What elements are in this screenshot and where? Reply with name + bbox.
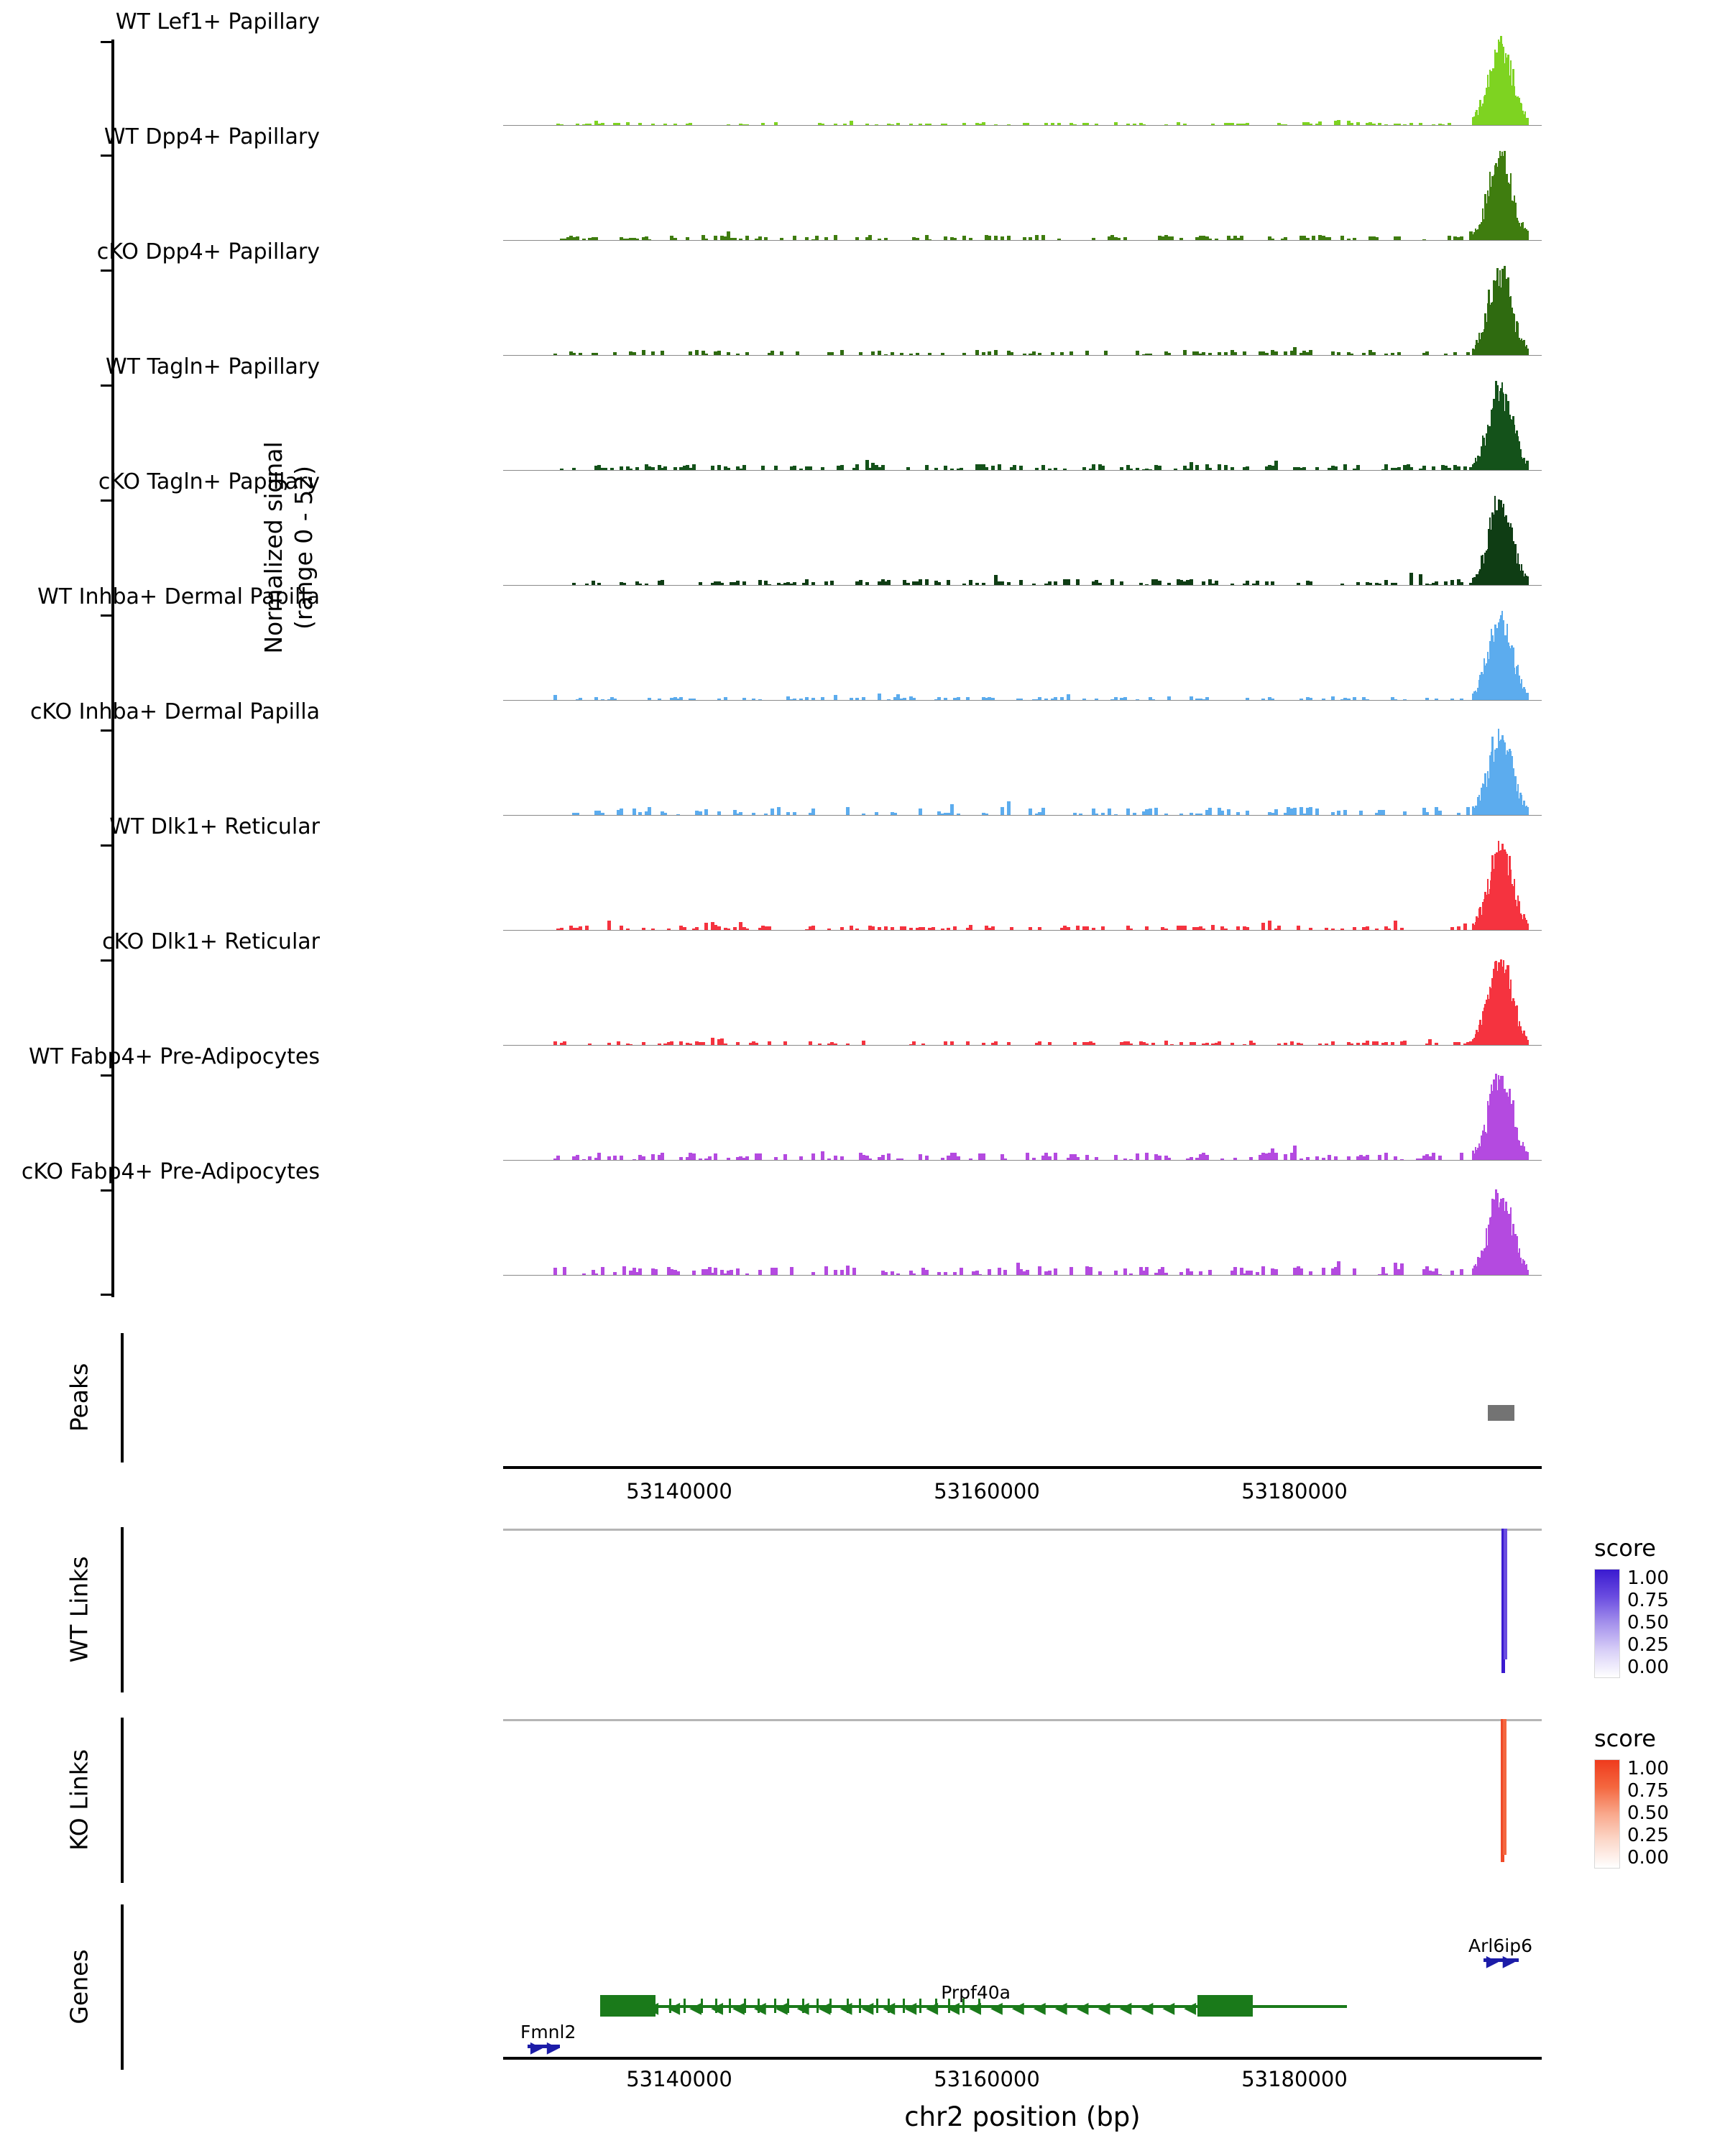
coverage-track-canvas [503, 956, 1542, 1046]
wt-links-legend [1594, 1534, 1669, 1678]
wt-links-label: WT Links [65, 1556, 93, 1663]
axis-tick-label-top: 53160000 [934, 1479, 1040, 1503]
coverage-bar [1309, 807, 1312, 815]
coverage-track [96, 239, 1542, 356]
coverage-track-canvas [503, 381, 1542, 471]
wt-links-legend-title: score [1594, 1534, 1656, 1562]
coverage-peak-bar [1514, 443, 1516, 470]
coverage-track-canvas [503, 1071, 1542, 1161]
coverage-track-label: WT Inhba+ Dermal Papilla [37, 584, 320, 609]
coverage-bar [597, 1153, 601, 1160]
ko-links-label: KO Links [65, 1749, 93, 1851]
axis-tick-label-top: 53140000 [626, 1479, 732, 1503]
coverage-baseline [503, 1275, 1542, 1276]
coverage-bar [1145, 1267, 1149, 1275]
coverage-peak-bar [1514, 1018, 1516, 1045]
coverage-baseline [503, 930, 1542, 931]
coverage-bar [1268, 921, 1271, 930]
coverage-baseline [503, 355, 1542, 356]
axis-tick-label-bottom: 53160000 [934, 2067, 1040, 2091]
coverage-peak-bar [1514, 333, 1516, 355]
coverage-bar [1261, 1266, 1265, 1275]
coverage-track-label: cKO Fabp4+ Pre-Adipocytes [21, 1158, 320, 1184]
coverage-track-canvas [503, 726, 1542, 816]
coverage-bar [1419, 574, 1422, 585]
coverage-bar [1089, 1267, 1092, 1275]
legend-tick: 0.75 [1627, 1590, 1669, 1611]
coverage-peak-bar [1514, 561, 1516, 585]
coverage-peak-bar [1527, 461, 1529, 470]
genes-host [0, 1901, 1725, 2081]
legend-tick: 0.25 [1627, 1634, 1669, 1656]
coverage-baseline [503, 125, 1542, 126]
coverage-baseline [503, 815, 1542, 816]
coverage-bar [1409, 573, 1413, 585]
coverage-track-label: cKO Dpp4+ Papillary [96, 239, 320, 264]
legend-tick: 0.50 [1627, 1802, 1669, 1824]
coverage-bar [824, 1266, 828, 1275]
coverage-bar [1337, 1261, 1340, 1275]
coverage-baseline [503, 470, 1542, 471]
coverage-track-canvas [503, 1186, 1542, 1276]
coverage-bar [648, 807, 651, 815]
gene-name: Arl6ip6 [1468, 1935, 1532, 1956]
wt-links-legend-gradient [1594, 1569, 1620, 1678]
genome-axis-bottom [0, 2057, 1725, 2143]
coverage-bar [1261, 923, 1265, 930]
gene-name: Prpf40a [941, 1982, 1011, 2003]
coverage-bar [601, 1267, 604, 1275]
coverage-peak-bar [1514, 218, 1516, 240]
coverage-bar [607, 921, 611, 930]
axis-tick-label-bottom: 53140000 [626, 2067, 732, 2091]
legend-tick: 0.75 [1627, 1780, 1669, 1802]
coverage-bar [774, 1268, 778, 1275]
coverage-bar [1293, 347, 1297, 355]
x-axis-title: chr2 position (bp) [904, 2101, 1141, 2132]
coverage-track [21, 1158, 1542, 1276]
coverage-bar [563, 1267, 566, 1275]
coverage-peak-bar [1527, 807, 1529, 816]
coverage-bar [821, 1151, 824, 1160]
gene-strand-arrows: ◀◀◀◀◀◀◀◀◀◀◀◀◀◀◀◀◀◀◀◀◀◀◀◀◀◀◀◀◀ [603, 1999, 1228, 2017]
ko-links-legend-ticks [1627, 1759, 1669, 1867]
coverage-bar [1038, 1266, 1041, 1275]
coverage-bar [1007, 801, 1011, 815]
y-axis-label-line2: (range 0 - 52) [290, 465, 318, 630]
coverage-bar [790, 1267, 794, 1275]
legend-tick: 0.00 [1627, 1847, 1669, 1869]
coverage-track-label: cKO Tagln+ Papillary [98, 469, 320, 494]
coverage-peak-bar [1514, 1252, 1516, 1275]
coverage-track [29, 1044, 1542, 1161]
coverage-track [106, 354, 1542, 471]
coverage-track-canvas [503, 841, 1542, 931]
coverage-bar [553, 1268, 557, 1275]
coverage-track-label: WT Fabp4+ Pre-Adipocytes [29, 1044, 320, 1069]
coverage-track-canvas [503, 151, 1542, 241]
coverage-bar [950, 804, 954, 815]
coverage-peak-bar [1527, 693, 1529, 700]
ko-links-host [0, 1710, 1725, 1890]
coverage-bar [1432, 1153, 1435, 1160]
coverage-peak-bar [1527, 231, 1529, 240]
peaks-host [0, 1326, 1725, 1470]
coverage-track-canvas [503, 611, 1542, 701]
coverage-bar [1154, 808, 1158, 815]
coverage-bar [1190, 462, 1193, 470]
coverage-peak-bar [1527, 1152, 1529, 1160]
coverage-bar [1466, 807, 1470, 815]
ko-links-panel [0, 1710, 1725, 1890]
coverage-bar [1293, 808, 1297, 815]
y-axis-label-line1: Normalized signal [259, 441, 288, 654]
coverage-bar [1274, 461, 1278, 470]
gene-strand-arrows: ▶▶ [1486, 1953, 1519, 1971]
coverage-bar [1322, 1268, 1325, 1275]
wt-links-host [0, 1520, 1725, 1700]
coverage-bar [1400, 1263, 1404, 1276]
coverage-bar [1274, 1153, 1278, 1160]
legend-tick: 0.00 [1627, 1657, 1669, 1678]
coverage-bar [622, 1266, 626, 1275]
peaks-panel [0, 1326, 1725, 1470]
legend-tick: 0.25 [1627, 1825, 1669, 1846]
coverage-track-label: WT Tagln+ Papillary [106, 354, 320, 379]
genome-axis-line-bottom [503, 2057, 1542, 2060]
coverage-bar [1394, 921, 1397, 930]
coverage-track-label: WT Dpp4+ Papillary [104, 124, 320, 149]
coverage-track [29, 699, 1542, 816]
coverage-bar [1041, 808, 1045, 815]
coverage-track [102, 929, 1542, 1046]
coverage-peak-bar [1514, 787, 1516, 815]
coverage-track-canvas [503, 266, 1542, 356]
coverage-track-label: cKO Dlk1+ Reticular [102, 929, 320, 954]
coverage-peak-bar [1514, 103, 1516, 125]
legend-tick: 0.50 [1627, 1612, 1669, 1634]
peaks-label: Peaks [65, 1363, 93, 1432]
coverage-baseline [503, 585, 1542, 586]
coverage-peak-bar [1527, 576, 1529, 585]
coverage-track [109, 814, 1542, 931]
coverage-bar [711, 1038, 714, 1045]
ko-links-legend-title: score [1594, 1725, 1656, 1752]
coverage-track-label: WT Lef1+ Papillary [115, 9, 320, 34]
link-arc [1504, 1529, 1507, 1659]
genome-axis-line-top [503, 1466, 1542, 1469]
coverage-bar [1208, 808, 1212, 816]
coverage-baseline [503, 240, 1542, 241]
peak-block [1488, 1405, 1514, 1421]
coverage-bar [1293, 1146, 1297, 1160]
axis-tick-label-bottom: 53180000 [1241, 2067, 1348, 2091]
gene-name: Fmnl2 [520, 2022, 576, 2042]
legend-tick: 1.00 [1627, 1567, 1669, 1589]
ko-links-legend [1594, 1725, 1669, 1869]
coverage-baseline [503, 1160, 1542, 1161]
coverage-bar [846, 1266, 850, 1275]
coverage-track-label: WT Dlk1+ Reticular [109, 814, 320, 839]
coverage-track [37, 584, 1542, 701]
coverage-peak-bar [1514, 1138, 1516, 1160]
gene-strand-arrows: ▶▶ [530, 2039, 564, 2057]
coverage-track [104, 124, 1542, 241]
coverage-bar [1070, 1267, 1073, 1275]
coverage-baseline [503, 1045, 1542, 1046]
genes-panel [0, 1901, 1725, 2081]
coverage-track-canvas [503, 496, 1542, 586]
coverage-baseline [503, 700, 1542, 701]
coverage-bar [1000, 807, 1004, 815]
coverage-bar [714, 1268, 717, 1275]
wt-links-panel [0, 1520, 1725, 1700]
genes-label: Genes [65, 1949, 93, 2024]
wt-links-legend-ticks [1627, 1569, 1669, 1677]
coverage-bar [777, 807, 781, 815]
coverage-peak-bar [1514, 904, 1516, 930]
link-arc [1503, 1719, 1506, 1855]
coverage-bar [704, 923, 708, 930]
coverage-bar [846, 807, 850, 815]
ko-links-legend-gradient [1594, 1759, 1620, 1869]
axis-tick-label-top: 53180000 [1241, 1479, 1348, 1503]
coverage-track-label: cKO Inhba+ Dermal Papilla [29, 699, 320, 724]
coverage-peak-bar [1514, 678, 1516, 700]
coverage-track [115, 9, 1542, 126]
coverage-track-canvas [503, 36, 1542, 126]
legend-tick: 1.00 [1627, 1758, 1669, 1779]
coverage-peak-bar [1527, 118, 1529, 125]
coverage-bar [1233, 1267, 1237, 1275]
